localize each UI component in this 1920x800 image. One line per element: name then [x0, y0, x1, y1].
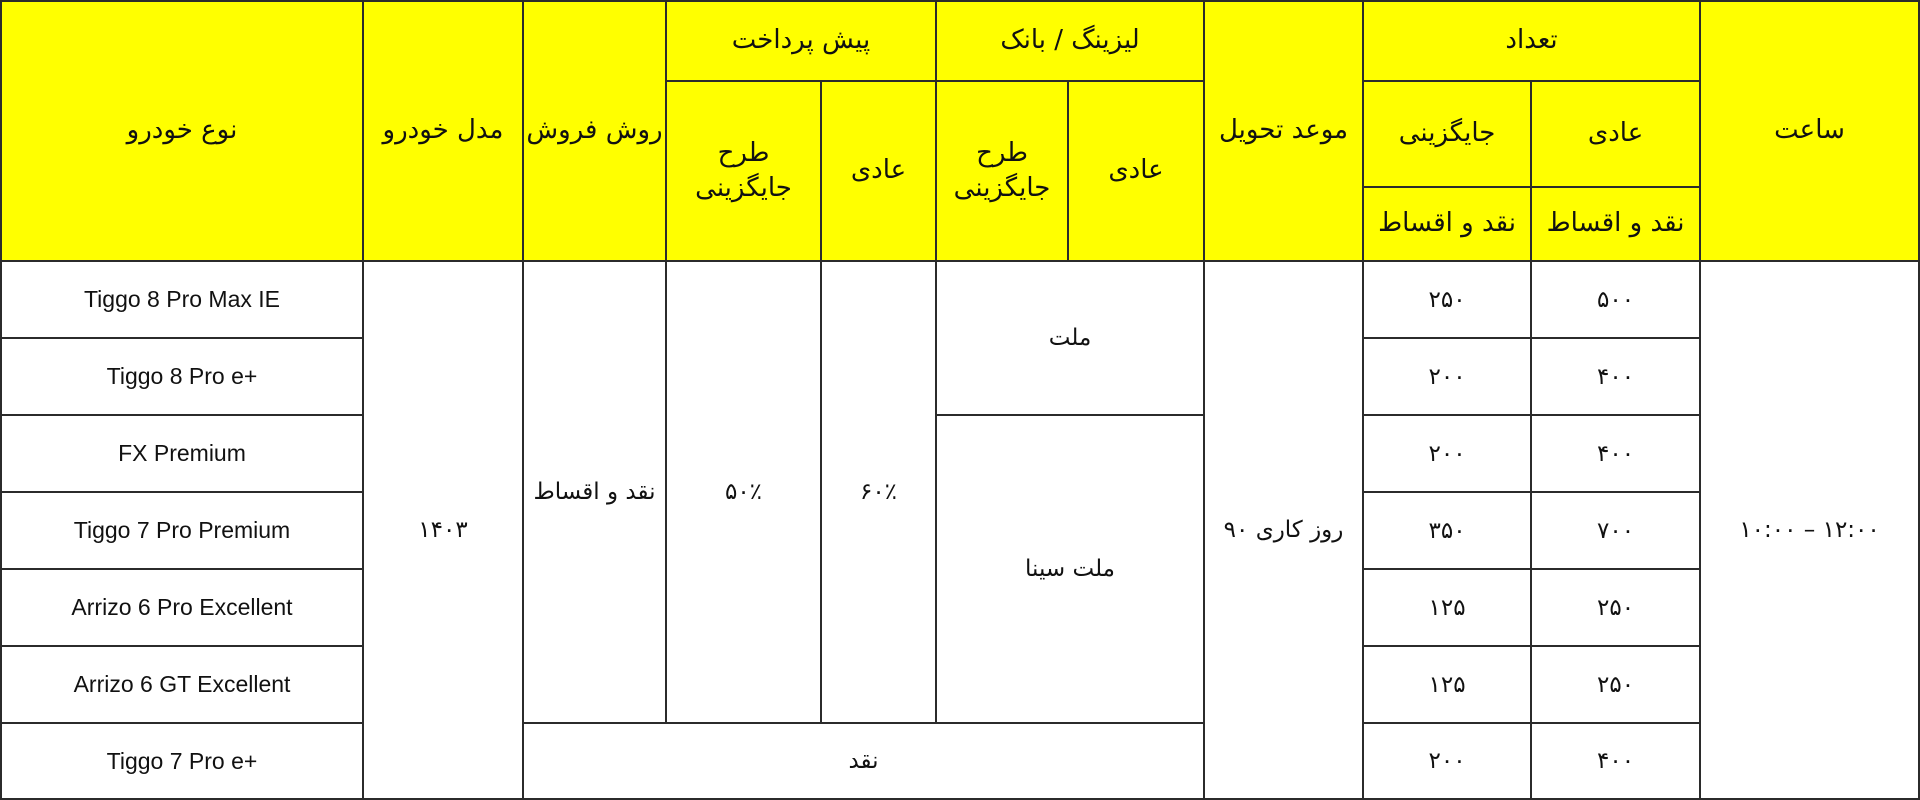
- delivery-cell: ۹۰ روز کاری: [1204, 261, 1363, 799]
- replacement-qty-cell: ۲۵۰: [1363, 261, 1531, 338]
- header-prepay-replacement-plan: طرح جایگزینی: [666, 81, 821, 261]
- header-prepayment: پیش پرداخت: [666, 1, 936, 81]
- header-qty-regular-cash-installment: نقد و اقساط: [1531, 187, 1700, 261]
- header-delivery: موعد تحویل: [1204, 1, 1363, 261]
- replacement-qty-cell: ۱۲۵: [1363, 646, 1531, 723]
- header-sale-method: [523, 1, 666, 261]
- header-leasing-bank: لیزینگ / بانک: [936, 1, 1204, 81]
- car-name-cell: Tiggo 7 Pro Premium: [1, 492, 363, 569]
- replacement-qty-cell: ۲۰۰: [1363, 338, 1531, 415]
- regular-qty-cell: ۲۵۰: [1531, 569, 1700, 646]
- replacement-qty-cell: ۱۲۵: [1363, 569, 1531, 646]
- car-name-cell: Arrizo 6 Pro Excellent: [1, 569, 363, 646]
- car-name-cell: Tiggo 8 Pro Max IE: [1, 261, 363, 338]
- replacement-qty-cell: ۲۰۰: [1363, 415, 1531, 492]
- car-name-cell: Tiggo 7 Pro e+: [1, 723, 363, 799]
- header-sale-method-label: روش فروش: [526, 115, 663, 146]
- header-qty-replacement: جایگزینی: [1363, 81, 1531, 187]
- table-row: [1, 261, 1919, 338]
- header-leasing-regular: عادی: [1068, 81, 1204, 261]
- model-year-cell: ۱۴۰۳: [363, 261, 523, 799]
- header-car-model: مدل خودرو: [363, 1, 523, 261]
- regular-qty-cell: ۷۰۰: [1531, 492, 1700, 569]
- table-row: [1, 415, 1919, 492]
- regular-qty-cell: ۴۰۰: [1531, 723, 1700, 799]
- header-quantity: تعداد: [1363, 1, 1700, 81]
- sale-method-cell: نقد و اقساط: [523, 261, 666, 723]
- time-window-cell: ۱۰:۰۰ – ۱۲:۰۰: [1700, 261, 1919, 799]
- car-name-cell: FX Premium: [1, 415, 363, 492]
- prepay-replacement-cell: ۵۰٪: [666, 261, 821, 723]
- header-prepay-regular: عادی: [821, 81, 936, 261]
- regular-qty-cell: ۵۰۰: [1531, 261, 1700, 338]
- header-leasing-replacement-plan: طرح جایگزینی: [936, 81, 1068, 261]
- car-name-cell: Arrizo 6 GT Excellent: [1, 646, 363, 723]
- regular-qty-cell: ۴۰۰: [1531, 415, 1700, 492]
- header-qty-replacement-cash-installment: نقد و اقساط: [1363, 187, 1531, 261]
- regular-qty-cell: ۴۰۰: [1531, 338, 1700, 415]
- bank-mellat-cell: ملت: [936, 261, 1204, 415]
- header-qty-regular: عادی: [1531, 81, 1700, 187]
- replacement-qty-cell: ۲۰۰: [1363, 723, 1531, 799]
- replacement-qty-cell: ۳۵۰: [1363, 492, 1531, 569]
- cash-only-cell: نقد: [523, 723, 1204, 799]
- header-car-type: نوع خودرو: [1, 1, 363, 261]
- prepay-regular-cell: ۶۰٪: [821, 261, 936, 723]
- car-name-cell: Tiggo 8 Pro e+: [1, 338, 363, 415]
- regular-qty-cell: ۲۵۰: [1531, 646, 1700, 723]
- header-time: ساعت: [1700, 1, 1919, 261]
- bank-mellat-sina-cell: ملت سینا: [936, 415, 1204, 723]
- table-row: [1, 723, 1919, 799]
- header-row-1: [1, 1, 1919, 81]
